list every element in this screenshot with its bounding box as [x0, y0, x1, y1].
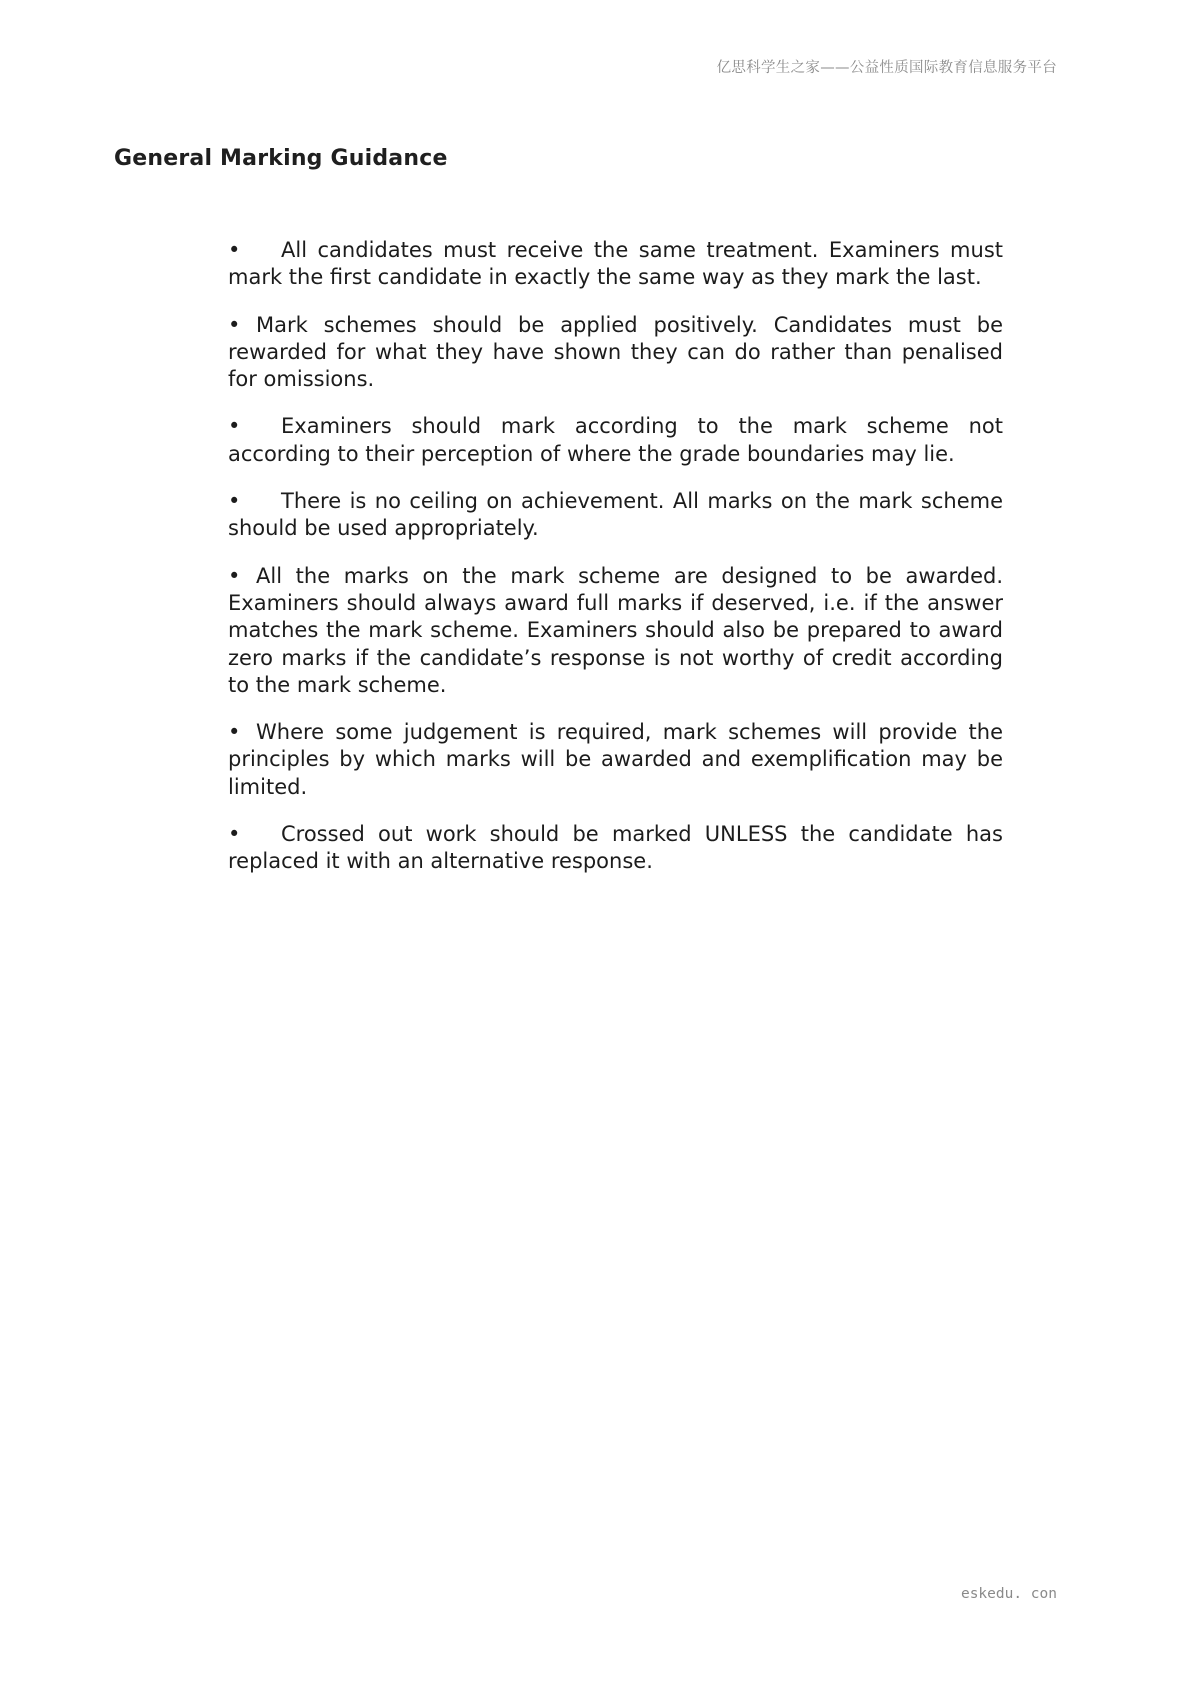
guidance-list — [228, 237, 1003, 896]
bullet-icon: • — [228, 563, 241, 588]
page-header-watermark: 亿思科学生之家——公益性质国际教育信息服务平台 — [716, 60, 1057, 76]
guidance-item-6 — [228, 719, 1003, 801]
guidance-text: All the marks on the mark scheme are designed to be awarded. Examiners should always award full marks if deserved, i.e. if the answer matches the mark scheme. Examiners should also be prepared to award zero marks if the candidate’s response is not worthy of credit according to the mark scheme. — [228, 563, 1003, 697]
guidance-text: There is no ceiling on achievement. All marks on the mark scheme should be used appropriately. — [228, 489, 1003, 541]
guidance-text: Where some judgement is required, mark schemes will provide the principles by which marks will be awarded and exemplification may be limited. — [228, 720, 1003, 799]
bullet-icon: • — [228, 720, 241, 745]
guidance-text: Examiners should mark according to the mark scheme not according to their perception of where the grade boundaries may lie. — [228, 414, 1003, 466]
bullet-icon: • — [228, 489, 241, 514]
guidance-text: Crossed out work should be marked UNLESS the candidate has replaced it with an alternative response. — [228, 822, 1003, 874]
bullet-icon: • — [228, 312, 241, 337]
guidance-text: All candidates must receive the same treatment. Examiners must mark the first candidate in exactly the same way as they mark the last. — [228, 238, 1003, 290]
guidance-item-1 — [228, 237, 1003, 292]
guidance-item-5 — [228, 563, 1003, 699]
guidance-text: Mark schemes should be applied positively. Candidates must be rewarded for what they have shown they can do rather than penalised for omissions. — [228, 312, 1003, 392]
page-footer-watermark: eskedu. con — [960, 1586, 1057, 1602]
guidance-item-7 — [228, 821, 1003, 876]
guidance-item-2 — [228, 312, 1003, 394]
guidance-item-4 — [228, 488, 1003, 543]
page-title: General Marking Guidance — [114, 146, 448, 171]
guidance-item-3 — [228, 413, 1003, 468]
bullet-icon: • — [228, 238, 241, 262]
bullet-icon: • — [228, 414, 241, 439]
bullet-icon: • — [228, 822, 241, 847]
